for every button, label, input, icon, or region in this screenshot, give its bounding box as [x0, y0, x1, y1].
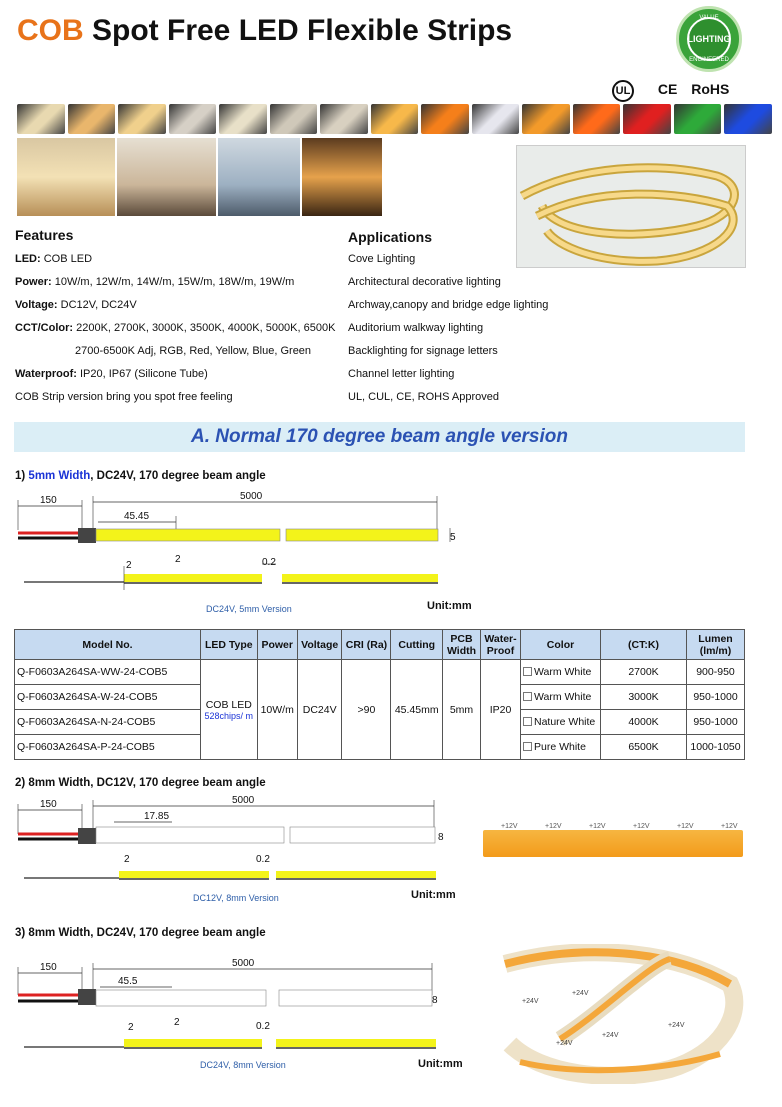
page-title: COB Spot Free LED Flexible Strips [17, 14, 513, 47]
cutting-cell: 45.45mm [391, 660, 443, 760]
checkbox-icon [523, 667, 532, 676]
color-cell [521, 710, 601, 735]
rohs-logo: RoHS [691, 81, 730, 97]
ce-logo: CE [657, 81, 678, 97]
lumen-cell: 900-950 [687, 660, 745, 685]
section3-heading: 3) 8mm Width, DC24V, 170 degree beam angle [15, 927, 266, 939]
feature-label: CCT/Color: [15, 322, 74, 334]
section3-unit: Unit:mm [418, 1058, 463, 1070]
product-thumbnail [371, 104, 419, 134]
cct-cell: 3000K [601, 685, 687, 710]
features-heading: Features [15, 227, 74, 243]
table-row [15, 660, 745, 685]
led-chips: 528chips/ m [204, 710, 254, 721]
feature-label: LED: [15, 253, 41, 265]
color-label: Pure White [534, 741, 586, 753]
product-thumbnail [68, 104, 116, 134]
strip-voltage-label: +12V [589, 823, 606, 830]
product-thumbnail [270, 104, 318, 134]
room-photo-mall [218, 138, 300, 216]
section-banner: A. Normal 170 degree beam angle version [14, 422, 745, 452]
color-cell [521, 735, 601, 760]
strip-voltage-label: +12V [501, 823, 518, 830]
power-cell: 10W/m [257, 660, 297, 760]
section2-strip-photo [483, 820, 743, 868]
strip-voltage-label: +24V [572, 990, 589, 997]
feature-value: IP20, IP67 (Silicone Tube) [76, 368, 208, 380]
product-thumbnail [17, 104, 65, 134]
strip-voltage-label: +12V [677, 823, 694, 830]
product-thumbnail [320, 104, 368, 134]
room-photo-hall [17, 138, 115, 216]
model-cell: Q-F0603A264SA-WW-24-COB5 [15, 660, 201, 685]
led-type: COB LED [205, 698, 252, 711]
application-item: Backlighting for signage letters [348, 345, 498, 357]
feature-value: 2700-6500K Adj, RGB, Red, Yellow, Blue, Green [75, 345, 312, 357]
section3-strip-photo [500, 944, 744, 1084]
cri-cell: >90 [342, 660, 391, 760]
room-photo-living [117, 138, 216, 216]
product-thumbnail [118, 104, 166, 134]
product-thumbnail [169, 104, 217, 134]
section1-caption: DC24V, 5mm Version [206, 604, 292, 614]
feature-line [15, 253, 92, 265]
feature-value: 10W/m, 12W/m, 14W/m, 15W/m, 18W/m, 19W/m [51, 276, 295, 288]
product-thumbnail [421, 104, 469, 134]
color-cell [521, 685, 601, 710]
lumen-cell: 950-1000 [687, 685, 745, 710]
product-thumbnail [219, 104, 267, 134]
certification-marks [612, 80, 739, 102]
color-label: Nature White [534, 716, 596, 728]
led-type-cell [201, 660, 258, 760]
section2-caption: DC12V, 8mm Version [193, 893, 279, 903]
product-thumbnail [623, 104, 671, 134]
section2-heading: 2) 8mm Width, DC12V, 170 degree beam angle [15, 777, 266, 789]
ul-logo: UL [612, 81, 644, 97]
cob-strip-reel-photo [516, 145, 746, 268]
feature-line [15, 276, 294, 288]
product-thumbnail [522, 104, 570, 134]
section1-diagram: 150 5000 45.45 5 2 2 0.2 [14, 490, 464, 620]
application-item: Channel letter lighting [348, 368, 455, 380]
strip-voltage-label: +12V [545, 823, 562, 830]
section3-diagram: 150 5000 45.5 8 2 2 0.2 [14, 955, 464, 1070]
section1-unit: Unit:mm [427, 600, 472, 612]
section2-diagram: 150 5000 17.85 8 2 0.2 [14, 794, 464, 894]
value-lighting-seal-logo: VALUE LIGHTING ENGINEERED [676, 6, 742, 72]
feature-value: COB LED [40, 253, 93, 265]
lumen-cell: 1000-1050 [687, 735, 745, 760]
product-thumbnail [724, 104, 772, 134]
checkbox-icon [523, 742, 532, 751]
voltage-cell: DC24V [297, 660, 342, 760]
application-item: Archway,canopy and bridge edge lighting [348, 299, 549, 311]
lumen-cell: 950-1000 [687, 710, 745, 735]
room-photo-corridor [302, 138, 382, 216]
section2-unit: Unit:mm [411, 889, 456, 901]
strip-voltage-label: +24V [602, 1032, 619, 1039]
feature-value: 2200K, 2700K, 3000K, 3500K, 4000K, 5000K, 6500K [73, 322, 336, 334]
color-cell [521, 660, 601, 685]
feature-line [75, 345, 311, 357]
application-item: Architectural decorative lighting [348, 276, 501, 288]
feature-line [15, 299, 137, 311]
strip-voltage-label: +24V [556, 1040, 573, 1047]
feature-line [15, 391, 233, 403]
feature-label: Power: [15, 276, 52, 288]
feature-value: DC12V, DC24V [57, 299, 137, 311]
strip-voltage-label: +24V [522, 998, 539, 1005]
model-cell: Q-F0603A264SA-N-24-COB5 [15, 710, 201, 735]
model-cell: Q-F0603A264SA-W-24-COB5 [15, 685, 201, 710]
feature-label: Voltage: [15, 299, 58, 311]
cct-cell: 2700K [601, 660, 687, 685]
checkbox-icon [523, 717, 532, 726]
feature-value: COB Strip version bring you spot free feeling [15, 391, 233, 403]
section1-heading: 1) 5mm Width, DC24V, 170 degree beam angle [15, 470, 266, 482]
application-item: Auditorium walkway lighting [348, 322, 484, 334]
section3-caption: DC24V, 8mm Version [200, 1060, 286, 1070]
checkbox-icon [523, 692, 532, 701]
application-item: UL, CUL, CE, ROHS Approved [348, 391, 500, 403]
color-label: Warm White [534, 691, 592, 703]
applications-heading: Applications [348, 229, 433, 245]
feature-label: Waterproof: [15, 368, 77, 380]
strip-voltage-label: +24V [668, 1022, 685, 1029]
model-cell: Q-F0603A264SA-P-24-COB5 [15, 735, 201, 760]
pcb-width-cell: 5mm [443, 660, 481, 760]
waterproof-cell: IP20 [481, 660, 521, 760]
strip-voltage-label: +12V [633, 823, 650, 830]
product-thumbnail [573, 104, 621, 134]
product-thumbnail [472, 104, 520, 134]
strip-voltage-label: +12V [721, 823, 738, 830]
feature-line [15, 368, 208, 380]
spec-table: Model No. LED Type Power Voltage CRI (Ra) Cutting PCB Width Water-Proof Color (CT:K) Lumen (lm/m) Q-F0603A264SA-WW-24-COB5 COB LED 528chips/ m 10W/m DC24V >90 45.45mm 5mm IP20 Warm White 2700K 900-950 Q-F0603A264SA-W-24-COB5 Warm White 3000K 950-1000 Q-F0603A264SA-N-24-COB5 Nature White 4000K 950-1000 Q-F0603A264SA-P-24-COB5 Pure White 6500K 1000-1050 [14, 629, 745, 760]
application-item: Cove Lighting [348, 253, 416, 265]
color-label: Warm White [534, 666, 592, 678]
product-thumbnail [674, 104, 722, 134]
cct-cell: 4000K [601, 710, 687, 735]
feature-line [15, 322, 335, 334]
cct-cell: 6500K [601, 735, 687, 760]
